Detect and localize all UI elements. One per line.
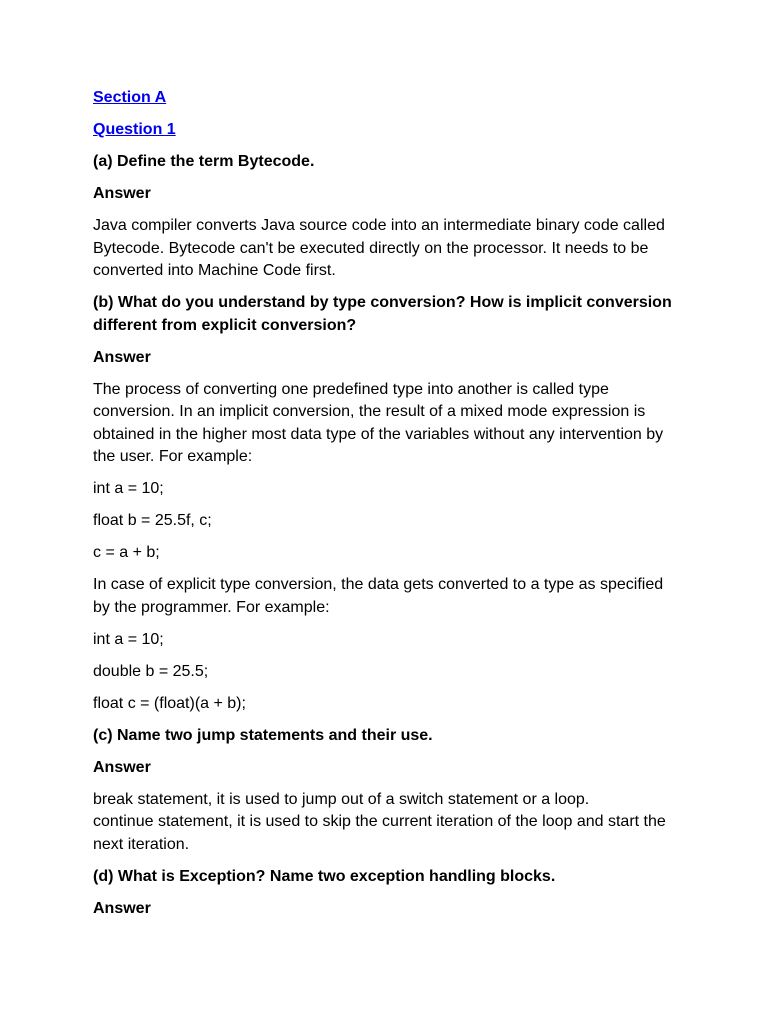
answer-label-c: Answer <box>93 758 151 776</box>
code-line: int a = 10; <box>93 480 164 497</box>
code-line: c = a + b; <box>93 544 160 561</box>
code-line: float b = 25.5f, c; <box>93 512 212 529</box>
answer-label-d: Answer <box>93 899 151 917</box>
answer-b-paragraph-1: The process of converting one predefined type into another is called type conversion. In an implicit conversion, the result of a mixed mode expression is obtained in the higher most data type of the variables without any intervention by the user. For example: <box>93 380 664 465</box>
question-b: (b) What do you understand by type conversion? How is implicit conversion different from explicit conversion? <box>93 294 672 334</box>
section-a-link[interactable]: Section A <box>93 89 167 106</box>
document-page <box>93 87 679 930</box>
code-line: float c = (float)(a + b); <box>93 694 246 712</box>
answer-c-line-2: continue statement, it is used to skip the current iteration of the loop and start the next iteration. <box>93 813 666 853</box>
answer-b-paragraph-2: In case of explicit type conversion, the data gets converted to a type as specified by the programmer. For example: <box>93 576 664 616</box>
question-a: (a) Define the term Bytecode. <box>93 153 315 170</box>
question-c: (c) Name two jump statements and their use. <box>93 726 433 744</box>
section-heading <box>93 87 679 110</box>
answer-c-line-1: break statement, it is used to jump out of a switch statement or a loop. <box>93 790 590 808</box>
question-heading <box>93 119 679 142</box>
code-line: int a = 10; <box>93 630 164 648</box>
answer-label-a: Answer <box>93 185 151 202</box>
code-line: double b = 25.5; <box>93 662 209 680</box>
question-1-link[interactable]: Question 1 <box>93 121 176 138</box>
question-d: (d) What is Exception? Name two exception handling blocks. <box>93 867 556 885</box>
answer-a-text: Java compiler converts Java source code into an intermediate binary code called Bytecode. Bytecode can't be executed directly on the processor. It needs to be converted into Machine Code first. <box>93 217 665 279</box>
answer-label-b: Answer <box>93 348 151 366</box>
answer-c-text <box>93 789 679 857</box>
